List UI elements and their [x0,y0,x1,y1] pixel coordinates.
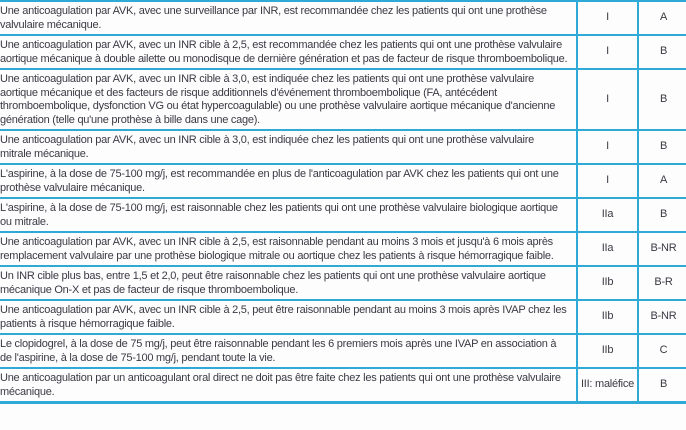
level-cell: B [638,69,686,130]
table-row [0,232,686,266]
recommendation-cell: Un INR cible plus bas, entre 1,5 et 2,0, peut être raisonnable chez les patients qui ont une prothèse valvulaire aortique mécanique On-X et pas de facteur de risque thromboembolique. [0,266,577,300]
table-row [0,334,686,368]
class-cell: I [577,69,638,130]
class-cell: I [577,1,638,35]
recommendation-cell: Le clopidogrel, à la dose de 75 mg/j, peut être raisonnable pendant les 6 premiers mois après une IVAP en association à de l'aspirine, à la dose de 75-100 mg/j, pendant toute la vie. [0,334,577,368]
class-cell: IIa [577,232,638,266]
table-row [0,69,686,130]
recommendation-cell: Une anticoagulation par AVK, avec un INR cible à 3,0, est indiquée chez les patients qui ont une prothèse valvulaire mitrale mécanique. [0,130,577,164]
recommendation-cell: Une anticoagulation par AVK, avec un INR cible à 2,5, est raisonnable pendant au moins 3 mois et jusqu'à 6 mois après remplacement valvulaire par une prothèse biologique mitrale ou aortique chez les patients à risque hémorragique faible. [0,232,577,266]
recommendation-cell: L'aspirine, à la dose de 75-100 mg/j, est recommandée en plus de l'anticoagulation par AVK chez les patients qui ont une prothèse valvulaire mécanique. [0,164,577,198]
class-cell: IIa [577,198,638,232]
class-cell: IIb [577,334,638,368]
recommendation-cell: Une anticoagulation par AVK, avec une surveillance par INR, est recommandée chez les patients qui ont une prothèse valvulaire mécanique. [0,1,577,35]
table-row [0,368,686,403]
level-cell: B-NR [638,300,686,334]
table-row [0,300,686,334]
recommendation-cell: Une anticoagulation par AVK, avec un INR cible à 2,5, peut être raisonnable pendant au moins 3 mois après IVAP chez les patients à risque hémorragique faible. [0,300,577,334]
class-cell: I [577,35,638,69]
level-cell: B [638,130,686,164]
level-cell: B-R [638,266,686,300]
level-cell: B [638,368,686,403]
table-row [0,1,686,35]
recommendation-cell: Une anticoagulation par un anticoagulant oral direct ne doit pas être faite chez les patients qui ont une prothèse valvulaire mécanique. [0,368,577,403]
recommendations-table-body [0,1,686,403]
table-row [0,164,686,198]
class-cell: IIb [577,266,638,300]
recommendation-cell: Une anticoagulation par AVK, avec un INR cible à 3,0, est indiquée chez les patients qui ont une prothèse valvulaire aortique mécanique et des facteurs de risque additionnels d'événement thromboembolique (FA, antécédent thromboembolique, dysfonction VG ou état hypercoagulable) ou une prothèse valvulaire aortique mécanique d'ancienne génération (telle qu'une prothèse à bille dans une cage). [0,69,577,130]
level-cell: B [638,198,686,232]
level-cell: B-NR [638,232,686,266]
table-row [0,35,686,69]
class-cell: I [577,164,638,198]
table-row [0,266,686,300]
class-cell: IIb [577,300,638,334]
table-row [0,198,686,232]
class-cell: III: maléfice [577,368,638,403]
recommendation-cell: L'aspirine, à la dose de 75-100 mg/j, est raisonnable chez les patients qui ont une prothèse valvulaire biologique aortique ou mitrale. [0,198,577,232]
level-cell: C [638,334,686,368]
recommendation-cell: Une anticoagulation par AVK, avec un INR cible à 2,5, est recommandée chez les patients qui ont une prothèse valvulaire aortique mécanique à double ailette ou monodisque de dernière génération et pas de facteur de risque thromboembolique. [0,35,577,69]
level-cell: B [638,35,686,69]
class-cell: I [577,130,638,164]
level-cell: A [638,164,686,198]
level-cell: A [638,1,686,35]
table-row [0,130,686,164]
